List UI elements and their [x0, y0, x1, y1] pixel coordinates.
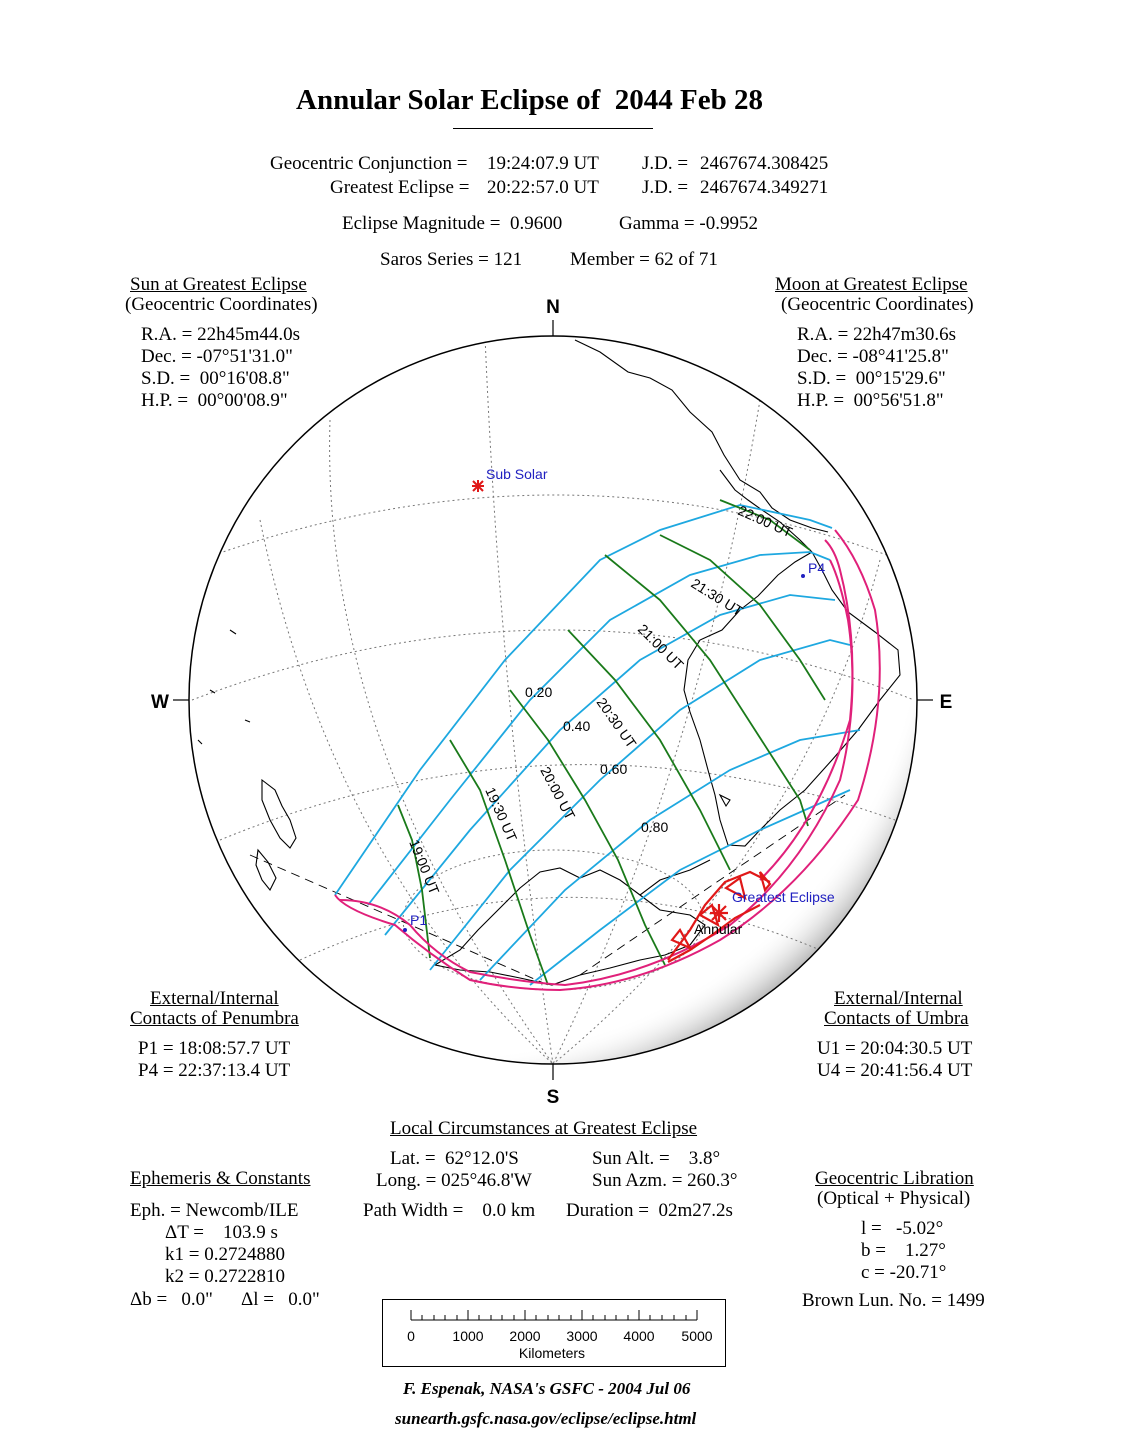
umbra-heading-1: External/Internal — [834, 988, 963, 1009]
scale-tick-1000: 1000 — [452, 1328, 484, 1344]
compass-east: E — [939, 692, 953, 713]
local-duration: Duration = 02m27.2s — [566, 1200, 733, 1221]
magnitude-020-label: 0.20 — [525, 684, 553, 700]
scale-unit: Kilometers — [518, 1345, 586, 1361]
greatest-eclipse-time: 20:22:57.0 UT — [487, 177, 599, 198]
local-sun-azm: Sun Azm. = 260.3° — [592, 1170, 738, 1191]
sun-subheading: (Geocentric Coordinates) — [125, 294, 318, 315]
page-title: Annular Solar Eclipse of 2044 Feb 28 — [296, 84, 764, 116]
moon-subheading: (Geocentric Coordinates) — [781, 294, 974, 315]
scale-tick-5000: 5000 — [681, 1328, 713, 1344]
penumbra-p1: P1 = 18:08:57.7 UT — [138, 1038, 291, 1059]
libration-heading: Geocentric Libration — [815, 1168, 974, 1189]
time-label-1930: 19:30 UT — [482, 784, 521, 844]
ephemeris-delta-b: Δb = 0.0" — [130, 1289, 213, 1310]
gamma: Gamma = -0.9952 — [619, 213, 758, 234]
libration-l: l = -5.02° — [861, 1218, 944, 1239]
libration-c: c = -20.71° — [861, 1262, 947, 1283]
ephemeris-k1: k1 = 0.2724880 — [165, 1244, 285, 1265]
conjunction-jd: 2467674.308425 — [700, 153, 829, 174]
libration-subheading: (Optical + Physical) — [817, 1188, 971, 1209]
sub-solar-label: Sub Solar — [486, 466, 548, 482]
time-label-1900: 19:00 UT — [406, 837, 443, 897]
eclipse-magnitude: Eclipse Magnitude = 0.9600 — [342, 213, 563, 234]
scale-tick-0: 0 — [407, 1328, 415, 1344]
penumbra-heading-1: External/Internal — [150, 988, 279, 1009]
sun-sd: S.D. = 00°16'08.8" — [141, 368, 290, 389]
moon-sd: S.D. = 00°15'29.6" — [797, 368, 946, 389]
magnitude-080-label: 0.80 — [641, 819, 669, 835]
conjunction-jd-label: J.D. = — [642, 153, 689, 174]
time-label-2130: 21:30 UT — [688, 574, 746, 620]
moon-hp: H.P. = 00°56'51.8" — [797, 390, 944, 411]
compass-north: N — [546, 297, 560, 318]
ephemeris-heading: Ephemeris & Constants — [130, 1168, 311, 1189]
greatest-eclipse-jd: 2467674.349271 — [700, 177, 829, 198]
conjunction-label: Geocentric Conjunction = — [270, 153, 468, 174]
time-label-2200: 22:00 UT — [735, 502, 795, 541]
sun-ra: R.A. = 22h45m44.0s — [141, 324, 301, 345]
moon-dec: Dec. = -08°41'25.8" — [797, 346, 949, 367]
greatest-eclipse-jd-label: J.D. = — [642, 177, 689, 198]
local-sun-alt: Sun Alt. = 3.8° — [592, 1148, 721, 1169]
libration-b: b = 1.27° — [861, 1240, 946, 1261]
greatest-eclipse-label: Greatest Eclipse = — [330, 177, 470, 198]
time-label-2100: 21:00 UT — [634, 620, 687, 673]
local-lat: Lat. = 62°12.0'S — [390, 1148, 519, 1169]
saros-member: Member = 62 of 71 — [570, 249, 718, 270]
scale-tick-3000: 3000 — [566, 1328, 598, 1344]
ephemeris-k2: k2 = 0.2722810 — [165, 1266, 285, 1287]
moon-ra: R.A. = 22h47m30.6s — [797, 324, 957, 345]
penumbra-heading-2: Contacts of Penumbra — [130, 1008, 299, 1029]
p4-label: P4 — [808, 560, 826, 576]
time-label-2030: 20:30 UT — [593, 694, 640, 751]
conjunction-time: 19:24:07.9 UT — [487, 153, 599, 174]
umbra-u4: U4 = 20:41:56.4 UT — [817, 1060, 973, 1081]
local-path-width: Path Width = 0.0 km — [363, 1200, 536, 1221]
credit-line: F. Espenak, NASA's GSFC - 2004 Jul 06 — [403, 1379, 691, 1398]
ephemeris-delta-l: Δl = 0.0" — [241, 1289, 320, 1310]
scale-tick-4000: 4000 — [623, 1328, 655, 1344]
umbra-u1: U1 = 20:04:30.5 UT — [817, 1038, 973, 1059]
time-label-2000: 20:00 UT — [537, 763, 579, 823]
scale-tick-2000: 2000 — [509, 1328, 541, 1344]
greatest-eclipse-label: Greatest Eclipse — [732, 889, 835, 905]
brown-lunation-number: Brown Lun. No. = 1499 — [802, 1290, 985, 1311]
local-long: Long. = 025°46.8'W — [376, 1170, 532, 1191]
penumbra-p4: P4 = 22:37:13.4 UT — [138, 1060, 291, 1081]
sun-heading: Sun at Greatest Eclipse — [130, 274, 307, 295]
ephemeris-delta-t: ΔT = 103.9 s — [165, 1222, 278, 1243]
magnitude-060-label: 0.60 — [600, 761, 628, 777]
annular-label: Annular — [694, 921, 743, 937]
local-heading: Local Circumstances at Greatest Eclipse — [390, 1118, 698, 1139]
source-url: sunearth.gsfc.nasa.gov/eclipse/eclipse.html — [395, 1409, 697, 1428]
umbra-heading-2: Contacts of Umbra — [824, 1008, 969, 1029]
moon-heading: Moon at Greatest Eclipse — [775, 274, 968, 295]
saros-series: Saros Series = 121 — [380, 249, 523, 270]
compass-south: S — [546, 1087, 560, 1108]
sun-hp: H.P. = 00°00'08.9" — [141, 390, 288, 411]
p1-label: P1 — [410, 912, 428, 928]
sun-dec: Dec. = -07°51'31.0" — [141, 346, 293, 367]
ephemeris-eph: Eph. = Newcomb/ILE — [130, 1200, 299, 1221]
magnitude-040-label: 0.40 — [563, 718, 591, 734]
compass-west: W — [151, 692, 169, 713]
